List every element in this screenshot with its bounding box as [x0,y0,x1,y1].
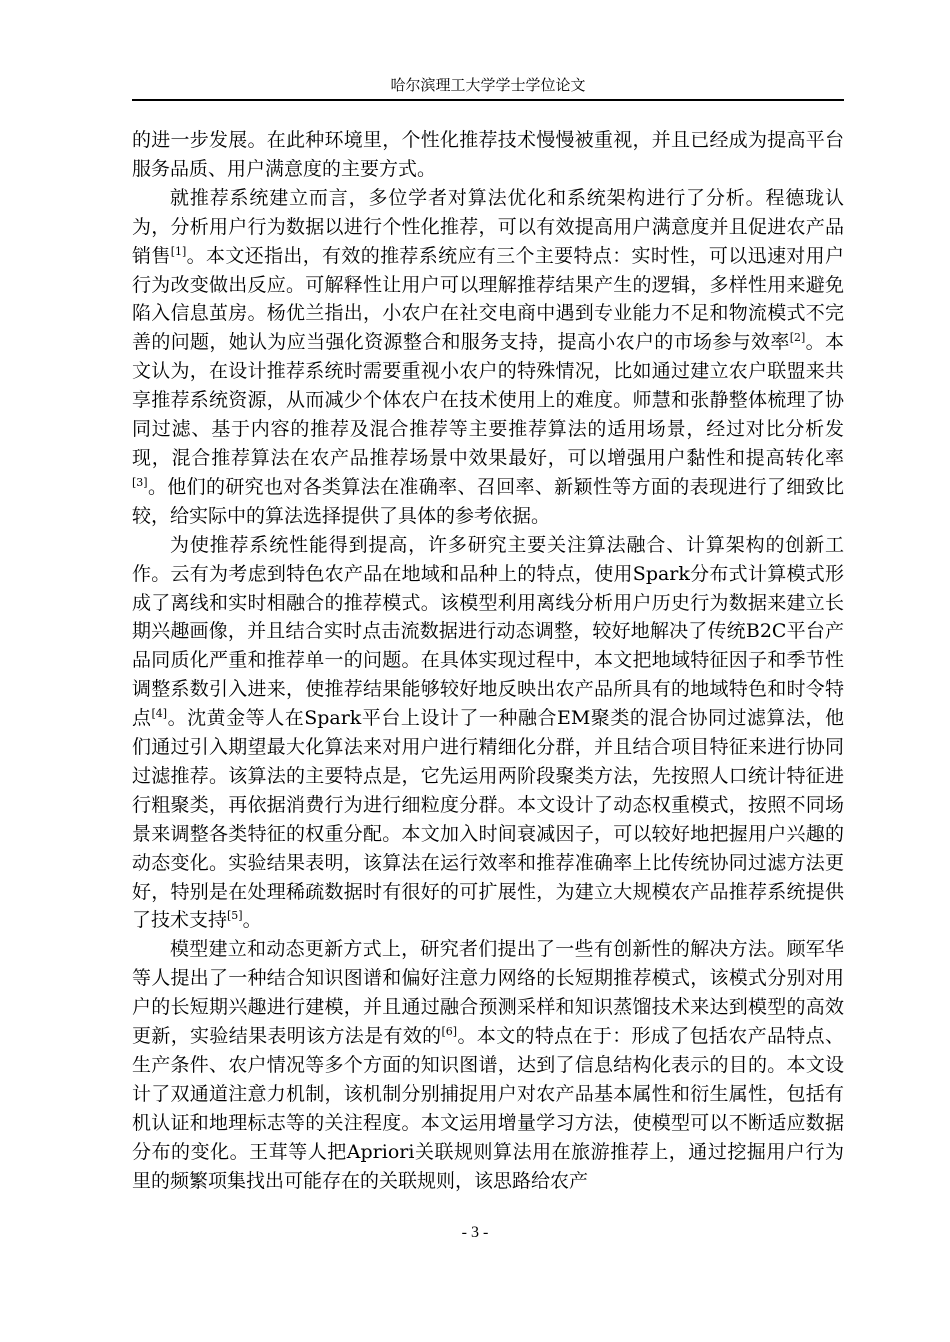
paragraph [132,935,844,1195]
paragraph [132,126,844,184]
paragraph-text: 。本文还指出，有效的推荐系统应有三个主要特点：实时性，可以迅速对用户行为改变做出反应。可解释性让用户可以理解推荐结果产生的逻辑，多样性用来避免陷入信息茧房。杨优兰指出，小农户在社交电商中遇到专业能力不足和物流模式不完善的问题，她认为应当强化资源整合和服务支持，提高小农户的市场参与效率 [132,244,844,354]
paragraph-text: 的进一步发展。在此种环境里，个性化推荐技术慢慢被重视，并且已经成为提高平台服务品质、用户满意度的主要方式。 [132,129,844,180]
paragraph-text: 。本文的特点在于：形成了包括农产品特点、生产条件、农户情况等多个方面的知识图谱，达到了信息结构化表示的目的。本文设计了双通道注意力机制，该机制分别捕捉用户对农产品基本属性和衍生属性，包括有机认证和地理标志等的关注程度。本文运用增量学习方法，使模型可以不断适应数据分布的变化。王茸等人把Apriori关联规则算法用在旅游推荐上，通过挖掘用户行为里的频繁项集找出可能存在的关联规则，该思路给农产 [132,1025,844,1192]
citation-marker: [5] [227,909,243,923]
paragraph-text: 模型建立和动态更新方式上，研究者们提出了一些有创新性的解决方法。顾军华等人提出了一种结合知识图谱和偏好注意力网络的长短期推荐模式，该模式分别对用户的长短期兴趣进行建模，并且通过融合预测采样和知识蒸馏技术来达到模型的高效更新，实验结果表明该方法是有效的 [132,938,844,1048]
citation-marker: [6] [441,1025,458,1039]
citation-marker: [3] [132,475,148,489]
paragraph-text: 。 [242,909,262,932]
header-rule [132,99,844,101]
page-number: - 3 - [461,1224,489,1241]
paragraph [132,184,844,531]
citation-marker: [4] [151,707,168,721]
paragraph [132,531,844,936]
paragraph-text: 就推荐系统建立而言，多位学者对算法优化和系统架构进行了分析。程德珑认为，分析用户行为数据以进行个性化推荐，可以有效提高用户满意度并且促进农产品销售 [132,186,844,267]
citation-marker: [1] [170,244,187,258]
running-header: 哈尔滨理工大学学士学位论文 [390,76,586,94]
paragraph-text: 。他们的研究也对各类算法在准确率、召回率、新颖性等方面的表现进行了细致比较，给实际中的算法选择提供了具体的参考依据。 [132,475,844,527]
body-text [132,126,844,1196]
paragraph-text: 。本文认为，在设计推荐系统时需要重视小农户的特殊情况，比如通过建立农户联盟来共享推荐系统资源，从而减少个体农户在技术使用上的难度。师慧和张静整体梳理了协同过滤、基于内容的推荐及混合推荐等主要推荐算法的适用场景，经过对比分析发现，混合推荐算法在农产品推荐场景中效果最好，可以增强用户黏性和提高转化率 [132,331,844,469]
citation-marker: [2] [789,331,806,345]
paragraph-text: 为使推荐系统性能得到提高，许多研究主要关注算法融合、计算架构的创新工作。云有为考虑到特色农产品在地域和品种上的特点，使用Spark分布式计算模式形成了离线和实时相融合的推荐模式。该模型利用离线分析用户历史行为数据来建立长期兴趣画像，并且结合实时点击流数据进行动态调整，较好地解决了传统B2C平台产品同质化严重和推荐单一的问题。在具体实现过程中，本文把地域特征因子和季节性调整系数引入进来，使推荐结果能够较好地反映出农产品所具有的地域特色和时令特点 [132,533,844,730]
paragraph-text: 。沈黄金等人在Spark平台上设计了一种融合EM聚类的混合协同过滤算法，他们通过引入期望最大化算法来对用户进行精细化分群，并且结合项目特征来进行协同过滤推荐。该算法的主要特点是，它先运用两阶段聚类方法，先按照人口统计特征进行粗聚类，再依据消费行为进行细粒度分群。本文设计了动态权重模式，按照不同场景来调整各类特征的权重分配。本文加入时间衰减因子，可以较好地把握用户兴趣的动态变化。实验结果表明，该算法在运行效率和推荐准确率上比传统协同过滤方法更好，特别是在处理稀疏数据时有很好的可扩展性，为建立大规模农产品推荐系统提供了技术支持 [132,707,844,932]
